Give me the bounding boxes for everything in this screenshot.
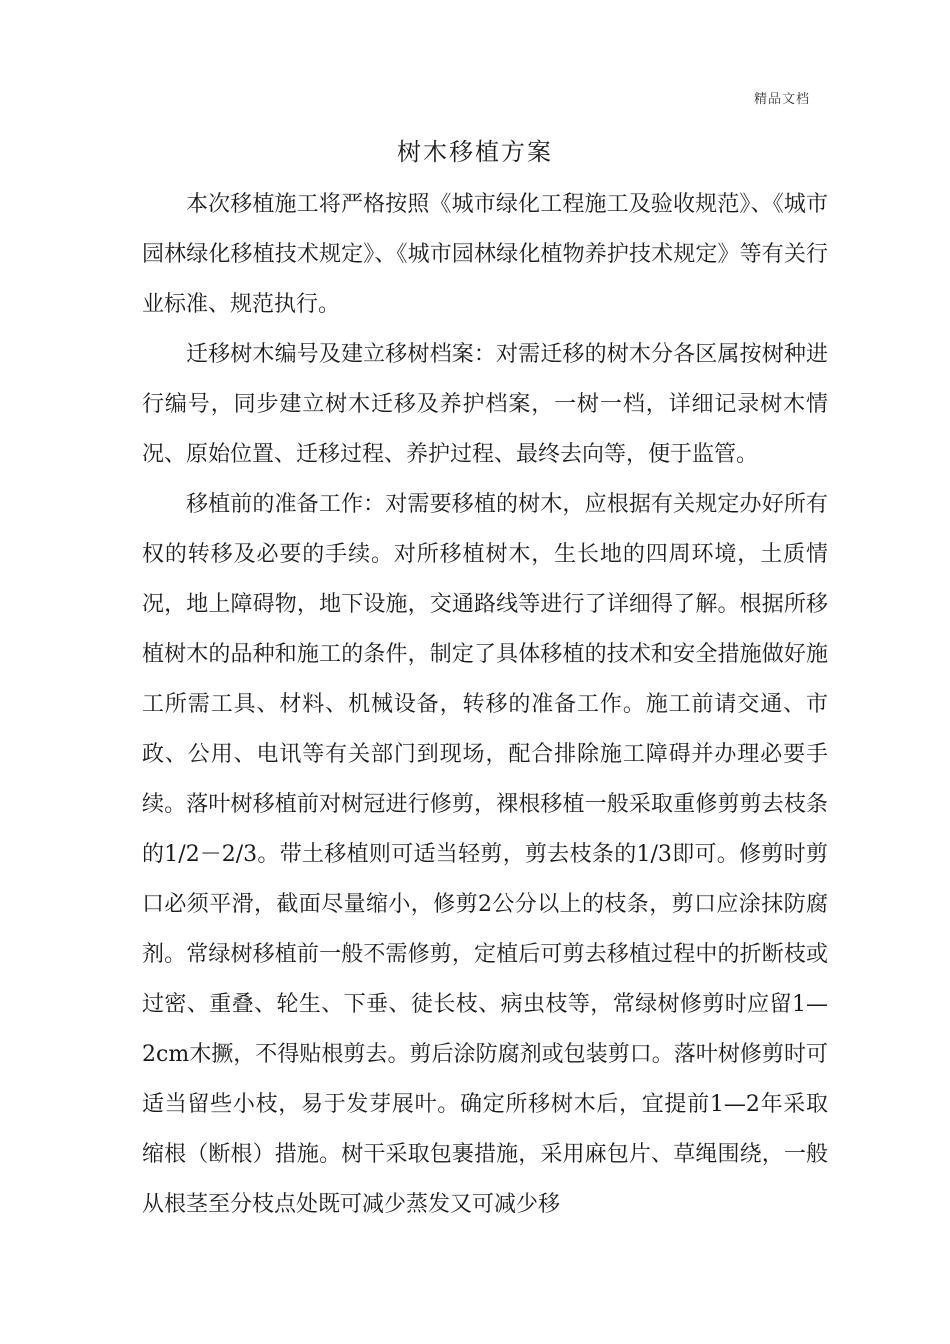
- paragraph-preparation: 移植前的准备工作：对需要移植的树木，应根据有关规定办好所有权的转移及必要的手续。对所移植树木，生长地的四周环境，土质情况，地上障碍物，地下设施，交通路线等进行了详细得了解。根据所移植树木的品种和施工的条件，制定了具体移植的技术和安全措施做好施工所需工具、材料、机械设备，转移的准备工作。施工前请交通、市政、公用、电讯等有关部门到现场，配合排除施工障碍并办理必要手续。落叶树移植前对树冠进行修剪，裸根移植一般采取重修剪剪去枝条的1/2－2/3。带土移植则可适当轻剪，剪去枝条的1/3即可。修剪时剪口必须平滑，截面尽量缩小，修剪2公分以上的枝条，剪口应涂抹防腐剂。常绿树移植前一般不需修剪，定植后可剪去移植过程中的折断枝或过密、重叠、轮生、下垂、徒长枝、病虫枝等，常绿树修剪时应留1—2cm木撅，不得贴根剪去。剪后涂防腐剂或包装剪口。落叶树修剪时可适当留些小枝，易于发芽展叶。确定所移树木后，宜提前1—2年采取缩根（断根）措施。树干采取包裹措施，采用麻包片、草绳围绕，一般从根茎至分枝点处既可减少蒸发又可减少移: [142, 492, 828, 1217]
- document-body: [142, 180, 828, 1230]
- paragraph-standards: 本次移植施工将严格按照《城市绿化工程施工及验收规范》、《城市园林绿化移植技术规定》、《城市园林绿化植物养护技术规定》等有关行业标准、规范执行。: [142, 192, 828, 317]
- header-tag: 精品文档: [753, 92, 810, 107]
- paragraph-numbering: 迁移树木编号及建立移树档案：对需迁移的树木分各区属按树种进行编号，同步建立树木迁移及养护档案，一树一档，详细记录树木情况、原始位置、迁移过程、养护过程、最终去向等，便于监管。: [142, 342, 828, 467]
- document-title: 树木移植方案: [397, 138, 553, 166]
